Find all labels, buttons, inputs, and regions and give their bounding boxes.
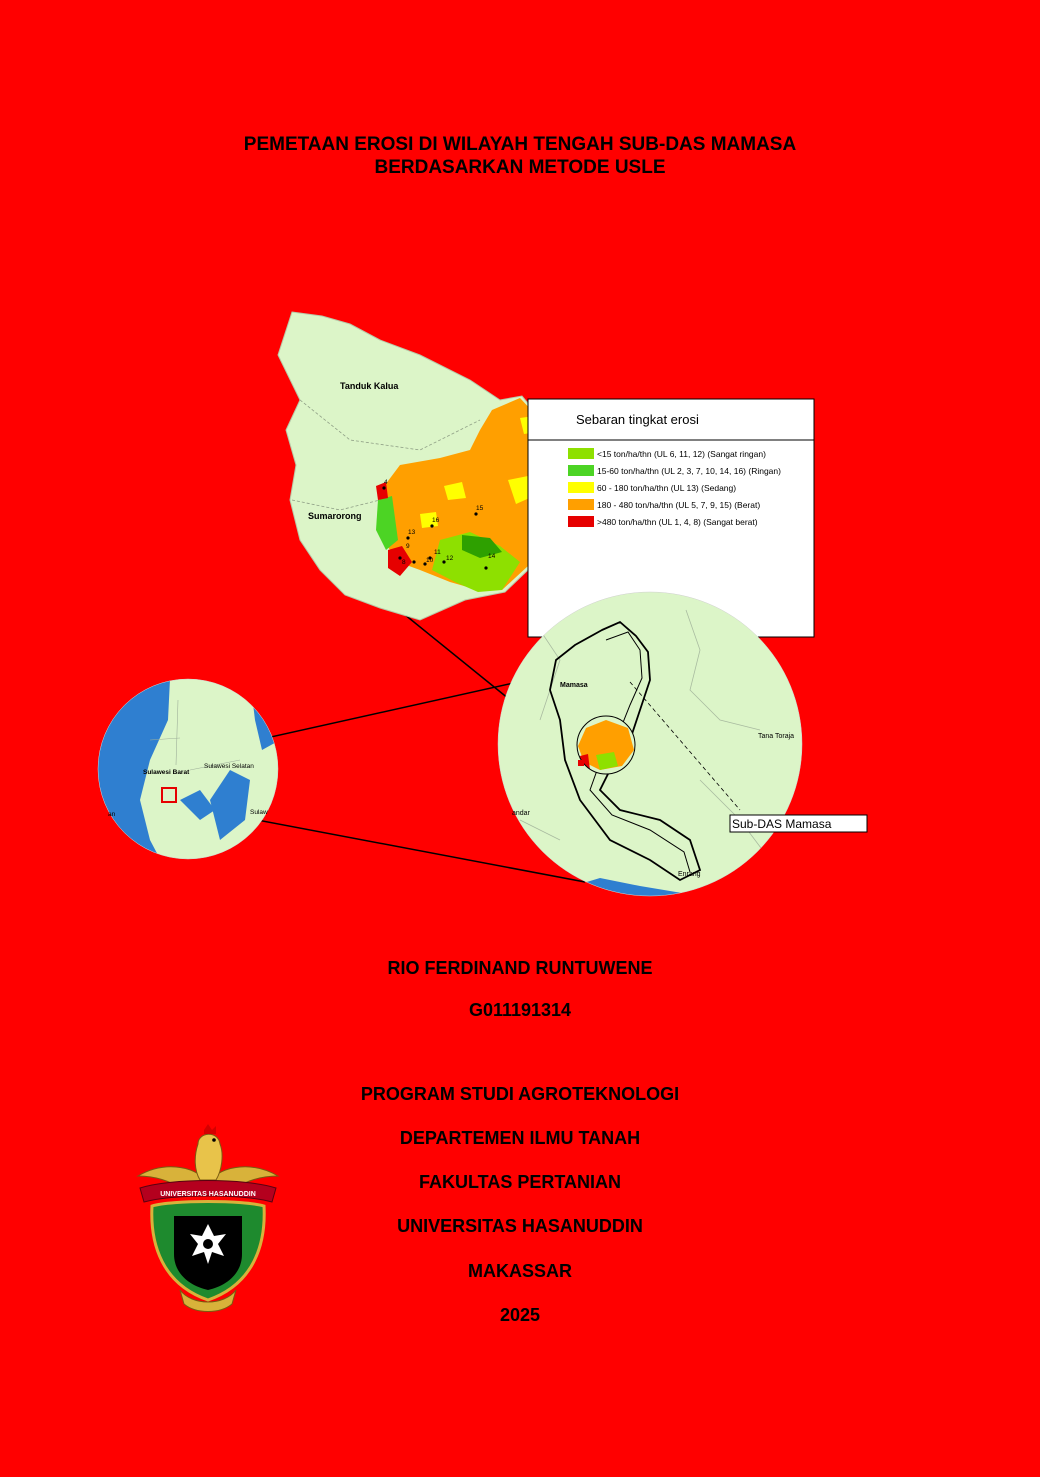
legend-swatch-sangat-ringan [568,448,594,459]
label-sulawesi-barat: Sulawesi Barat [143,769,190,776]
unit-number: 4 [384,479,388,486]
unit-number: 15 [476,505,484,512]
label-an: an [108,811,116,818]
sulawesi-inset-map [96,679,280,859]
legend-label-sangat-berat: >480 ton/ha/thn (UL 1, 4, 8) (Sangat berat) [597,517,758,527]
faculty: FAKULTAS PERTANIAN [419,1172,621,1192]
legend-label-berat: 180 - 480 ton/ha/thn (UL 5, 7, 9, 15) (Berat) [597,500,761,510]
legend-label-ringan: 15-60 ton/ha/thn (UL 2, 3, 7, 10, 14, 16) (Ringan) [597,466,781,476]
year: 2025 [499,1305,541,1325]
unit-number: 16 [432,517,440,524]
unit-number: 9 [406,543,410,550]
title-line-2: BERDASARKAN METODE USLE [374,157,666,178]
unit-number: 13 [408,529,416,536]
legend-swatch-sangat-berat [568,516,594,527]
label-andar: andar [512,810,530,817]
label-tanduk-kalua: Tanduk Kalua [340,381,399,391]
author-name: RIO FERDINAND RUNTUWENE [387,958,653,978]
catchment-map [278,312,560,620]
department: DEPARTEMEN ILMU TANAH [399,1128,641,1148]
subdas-callout [730,815,867,832]
university: UNIVERSITAS HASANUDDIN [397,1216,643,1236]
label-sumarorong: Sumarorong [308,511,362,521]
legend-swatch-ringan [568,465,594,476]
document-title [0,133,1040,179]
legend-label-sangat-ringan: <15 ton/ha/thn (UL 6, 11, 12) (Sangat ringan) [597,449,766,459]
title-line-1: PEMETAAN EROSI DI WILAYAH TENGAH SUB-DAS MAMASA [243,134,797,155]
legend-title: Sebaran tingkat erosi [576,412,699,427]
label-sulawesi-selatan: Sulawesi Selatan [204,763,254,770]
study-program: PROGRAM STUDI AGROTEKNOLOGI [360,1084,680,1104]
unit-number: 10 [426,557,434,564]
legend-swatch-berat [568,499,594,510]
unit-number: 8 [402,559,406,566]
label-sulaw: Sulaw [250,809,268,816]
university-logo [132,1124,284,1314]
label-enrang: Enrang [678,871,701,878]
unit-number: 14 [488,553,496,560]
label-tana-toraja: Tana Toraja [758,733,795,740]
callout-label: Sub-DAS Mamasa [732,817,832,831]
unit-number: 11 [434,549,441,556]
legend-label-sedang: 60 - 180 ton/ha/thn (UL 13) (Sedang) [597,483,737,493]
student-id: G011191314 [468,1000,572,1020]
erosion-map-figure [0,300,1040,900]
legend-swatch-sedang [568,482,594,493]
logo-banner-text: UNIVERSITAS HASANUDDIN [160,1191,256,1198]
label-mamasa: Mamasa [560,682,588,689]
city: MAKASSAR [467,1261,572,1281]
unit-number: 12 [446,555,454,562]
